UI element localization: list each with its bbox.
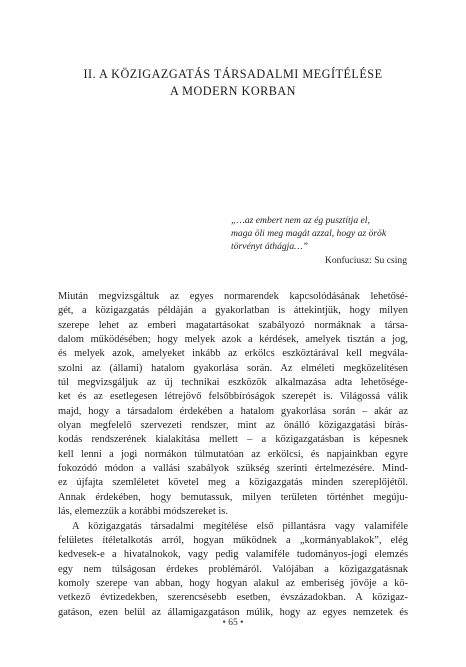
chapter-title [60,66,406,100]
text-line: kedvesek-e a hivatalnokok, vagy pedig valamiféle tudományos-jogi elemzés [58,549,408,561]
text-line: vetkező évtizedekben, szerencsésebb esetben, évszázadokban. A közigaz- [58,592,408,604]
paragraph-1 [58,290,408,520]
text-line: szolni az (állami) hatalom gyakorlása során. Az elméleti megközelítésen [58,362,408,374]
text-line: komoly szerepe van abban, hogy hogyan alakul az emberiség jövője a kö- [58,577,408,589]
text-line: dalom működésében; hogy melyek azok a kérdések, amelyek tisztán a jog, [58,334,408,346]
epigraph-line: „…az embert nem az ég pusztítja el, [231,215,370,226]
epigraph [231,214,407,267]
page-number: • 65 • [222,618,244,628]
text-line: szerepe lehet az emberi magatartásokat szabályozó normáknak a társa- [58,319,408,331]
text-line: Annak érdekében, hogy bemutassuk, milyen területen történhet megúju- [58,491,408,503]
text-line: és melyek azok, amelyeket inkább az erkölcs eszköztárával kell megvála- [58,348,408,360]
text-line: A közigazgatás társadalmi megítélése első pillantásra vagy valamiféle [72,520,408,532]
text-line: lás, elemezzük a korábbi módszereket is. [58,506,228,518]
text-line: majd, hogy a társadalom érdekében a hatalom gyakorlása során – akár az [58,405,408,417]
text-line: Miután megvizsgáltuk az egyes normarendek kapcsolódásának lehetősé- [58,291,408,302]
text-line: kodás rendszerének kialakítása mellett – a közigazgatásban is képesnek [58,434,408,446]
body-text [58,290,408,620]
text-line: olyan megfelelő szervezeti rendszer, mint az önálló közigazgatási bírás- [58,420,408,432]
chapter-title-line-2: A MODERN KORBAN [169,84,296,98]
text-line: kell lenni a jogi normákon túlmutatóan az erkölcsi, és napjainkban egyre [58,448,408,460]
paragraph-2 [58,520,408,620]
text-line: túl megvizsgáljuk az új technikai eszközök alkalmazása adta lehetősége- [58,377,408,389]
text-line: ket és az esetlegesen létrejövő felsőbbíróságok szerepét is. Világossá válik [58,391,408,403]
text-line: felületes ítéletalkotás arról, hogyan működnek a „kormányablakok”, elég [58,534,408,546]
epigraph-line: maga öli meg magát azzal, hogy az örök [231,228,387,240]
text-line: fokozódó módon a vallási szabályok szükség szerinti értelmezésére. Mind- [58,463,408,475]
epigraph-attribution: Konfuciusz: Su csing [324,254,407,266]
text-line: gét, a közigazgatás példáján a gyakorlatban is áttekintjük, hogy milyen [58,305,408,317]
chapter-title-line-1: II. A KÖZIGAZGATÁS TÁRSADALMI MEGÍTÉLÉSE [83,67,383,81]
epigraph-line: törvényt áthágja…” [231,241,309,253]
text-line: egy nem túlságosan érdekes problémáról. Valójában a közigazgatásnak [58,563,408,575]
text-line: ez újfajta szemléletet követel meg a közigazgatás minden szereplőjétől. [58,477,408,489]
text-line: gatáson, ezen belül az államigazgatáson múlik, hogy az egyes nemzetek és [58,606,408,618]
